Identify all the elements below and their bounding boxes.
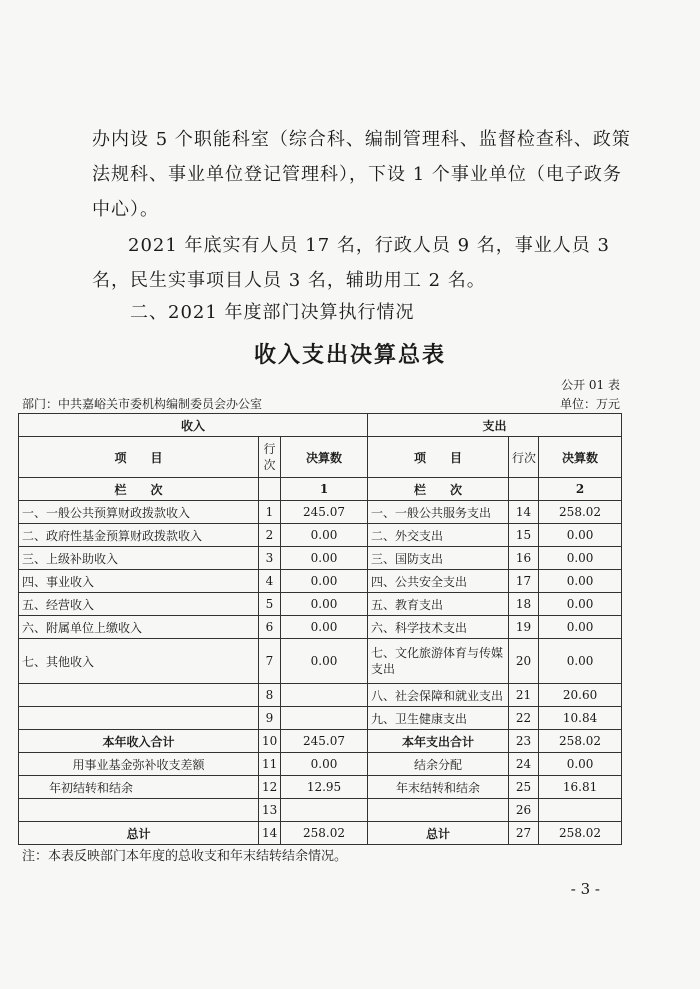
income-row-no: 8 [259,684,281,707]
lanci-empty [509,478,539,501]
expense-row-no: 19 [509,616,539,639]
income-amount: 0.00 [281,547,368,570]
income-item: 二、政府性基金预算财政拨款收入 [19,524,259,547]
income-row-no: 5 [259,593,281,616]
table-header-row [19,414,622,437]
expense-amount: 0.00 [539,547,622,570]
budget-table [18,413,622,845]
income-row-no: 4 [259,570,281,593]
income-row-no: 7 [259,639,281,684]
table-row [19,753,622,776]
income-row-no: 14 [259,822,281,845]
table-row [19,593,622,616]
income-header: 收入 [19,414,368,437]
lanci-expense-label: 栏 次 [368,478,509,501]
expense-row-no: 22 [509,707,539,730]
lanci-income-label: 栏 次 [19,478,259,501]
expense-amount-header: 决算数 [539,437,622,478]
expense-row-no: 24 [509,753,539,776]
table-title: 收入支出决算总表 [253,343,446,368]
expense-amount: 258.02 [539,730,622,753]
expense-row-header: 行次 [509,437,539,478]
lanci-row [19,478,622,501]
expense-row-no: 14 [509,501,539,524]
expense-row-no: 18 [509,593,539,616]
expense-row-no: 16 [509,547,539,570]
expense-row-no: 27 [509,822,539,845]
expense-row-no: 15 [509,524,539,547]
expense-amount: 258.02 [539,501,622,524]
table-row [19,684,622,707]
table-row [19,776,622,799]
income-amount [281,799,368,822]
table-row [19,822,622,845]
income-item [19,684,259,707]
section-heading: 二、2021 年度部门决算执行情况 [130,302,415,323]
table-row [19,639,622,684]
income-item: 七、其他收入 [19,639,259,684]
expense-amount: 258.02 [539,822,622,845]
income-amount: 0.00 [281,616,368,639]
income-amount [281,707,368,730]
income-total-label: 本年收入合计 [19,730,259,753]
table-row [19,570,622,593]
expense-row-no: 23 [509,730,539,753]
expense-row-no: 17 [509,570,539,593]
income-amount-header: 决算数 [281,437,368,478]
income-amount: 0.00 [281,639,368,684]
expense-amount: 0.00 [539,753,622,776]
income-row-no: 9 [259,707,281,730]
expense-amount: 10.84 [539,707,622,730]
expense-amount: 0.00 [539,639,622,684]
income-row-no: 13 [259,799,281,822]
expense-item: 五、教育支出 [368,593,509,616]
table-row [19,730,622,753]
income-row-no: 12 [259,776,281,799]
paragraph-structure: 办内设 5 个职能科室（综合科、编制管理科、监督检查科、政策法规科、事业单位登记管理科），下设 1 个事业单位（电子政务中心）。 [92,129,631,220]
expense-amount [539,799,622,822]
expense-amount: 0.00 [539,616,622,639]
income-item [19,799,259,822]
table-row [19,799,622,822]
expense-row-no: 26 [509,799,539,822]
income-amount: 258.02 [281,822,368,845]
income-row-no: 10 [259,730,281,753]
table-row [19,547,622,570]
form-number: 公开 01 表 [561,378,620,392]
expense-row-no: 25 [509,776,539,799]
income-row-no: 2 [259,524,281,547]
income-amount: 0.00 [281,524,368,547]
income-row-no: 3 [259,547,281,570]
income-item-header: 项 目 [19,437,259,478]
income-item [19,707,259,730]
income-item: 六、附属单位上缴收入 [19,616,259,639]
income-amount: 245.07 [281,730,368,753]
income-amount: 0.00 [281,753,368,776]
income-amount [281,684,368,707]
expense-item: 八、社会保障和就业支出 [368,684,509,707]
unit-label: 单位：万元 [559,397,620,411]
table-row [19,501,622,524]
income-grand-total-label: 总计 [19,822,259,845]
expense-grand-total-label: 总计 [368,822,509,845]
expense-row-no: 20 [509,639,539,684]
table-row [19,707,622,730]
column-header-row [19,437,622,478]
lanci-empty [259,478,281,501]
expense-header: 支出 [368,414,622,437]
expense-item: 七、文化旅游体育与传媒支出 [368,639,509,684]
table-note: 注：本表反映部门本年度的总收支和年末结转结余情况。 [22,849,348,864]
income-item: 三、上级补助收入 [19,547,259,570]
income-amount: 245.07 [281,501,368,524]
expense-item: 六、科学技术支出 [368,616,509,639]
expense-item [368,799,509,822]
expense-amount: 0.00 [539,524,622,547]
expense-item: 年末结转和结余 [368,776,509,799]
page-number: - 3 - [570,880,600,898]
income-item: 用事业基金弥补收支差额 [19,753,259,776]
income-amount: 0.00 [281,570,368,593]
income-row-no: 11 [259,753,281,776]
table-row [19,524,622,547]
income-item: 一、一般公共预算财政拨款收入 [19,501,259,524]
expense-item: 一、一般公共服务支出 [368,501,509,524]
expense-item: 三、国防支出 [368,547,509,570]
lanci-income-number: 1 [281,478,368,501]
department-label: 部门：中共嘉峪关市委机构编制委员会办公室 [22,397,263,411]
income-item: 年初结转和结余 [19,776,259,799]
expense-amount: 0.00 [539,570,622,593]
paragraph-staff: 2021 年底实有人员 17 名，行政人员 9 名，事业人员 3 名，民生实事项目人员 3 名，辅助用工 2 名。 [92,235,610,291]
lanci-expense-number: 2 [539,478,622,501]
income-item: 五、经营收入 [19,593,259,616]
expense-item: 四、公共安全支出 [368,570,509,593]
income-amount: 12.95 [281,776,368,799]
income-row-no: 6 [259,616,281,639]
expense-amount: 20.60 [539,684,622,707]
income-item: 四、事业收入 [19,570,259,593]
table-row [19,616,622,639]
expense-item: 二、外交支出 [368,524,509,547]
expense-item: 九、卫生健康支出 [368,707,509,730]
expense-item: 结余分配 [368,753,509,776]
expense-row-no: 21 [509,684,539,707]
expense-amount: 0.00 [539,593,622,616]
income-amount: 0.00 [281,593,368,616]
income-row-no: 1 [259,501,281,524]
expense-item-header: 项 目 [368,437,509,478]
income-row-header: 行次 [259,437,281,478]
expense-amount: 16.81 [539,776,622,799]
expense-total-label: 本年支出合计 [368,730,509,753]
